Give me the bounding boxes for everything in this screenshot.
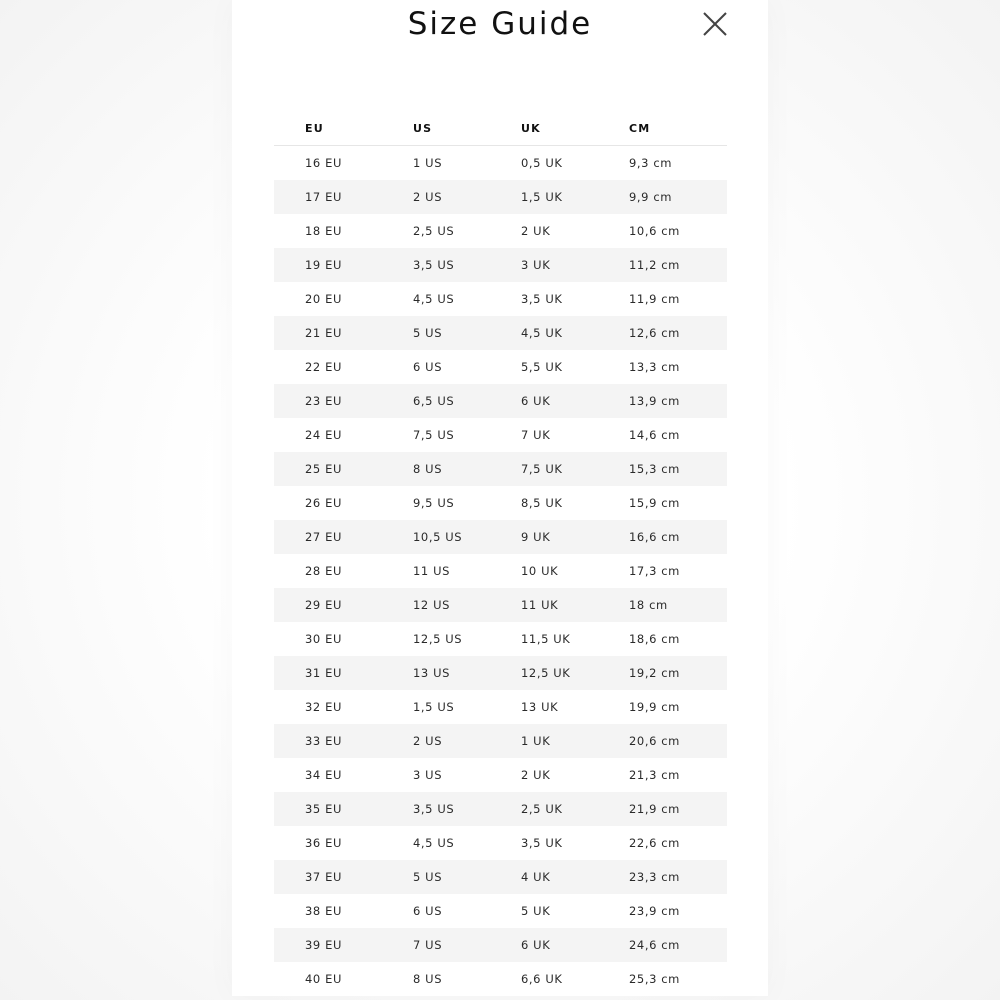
- cm-cell: 16,6 cm: [629, 530, 680, 544]
- us-cell: 4,5 US: [413, 836, 455, 850]
- eu-cell: 24 EU: [305, 428, 342, 442]
- cm-cell: 15,9 cm: [629, 496, 680, 510]
- us-cell: 5 US: [413, 870, 443, 884]
- us-cell: 13 US: [413, 666, 451, 680]
- us-cell: 2,5 US: [413, 224, 455, 238]
- eu-cell: 22 EU: [305, 360, 342, 374]
- eu-cell: 36 EU: [305, 836, 342, 850]
- cm-cell: 21,9 cm: [629, 802, 680, 816]
- table-row: [274, 214, 727, 248]
- cm-cell: 13,9 cm: [629, 394, 680, 408]
- cm-cell: 20,6 cm: [629, 734, 680, 748]
- size-table: [274, 112, 727, 996]
- uk-cell: 10 UK: [521, 564, 559, 578]
- uk-cell: 9 UK: [521, 530, 551, 544]
- us-cell: 7,5 US: [413, 428, 455, 442]
- uk-cell: 11,5 UK: [521, 632, 571, 646]
- us-cell: 11 US: [413, 564, 451, 578]
- table-body: [274, 146, 727, 996]
- column-header-eu: EU: [305, 122, 324, 135]
- table-row: [274, 758, 727, 792]
- cm-cell: 21,3 cm: [629, 768, 680, 782]
- uk-cell: 1,5 UK: [521, 190, 563, 204]
- uk-cell: 2 UK: [521, 768, 551, 782]
- table-row: [274, 418, 727, 452]
- eu-cell: 30 EU: [305, 632, 342, 646]
- uk-cell: 4 UK: [521, 870, 551, 884]
- eu-cell: 25 EU: [305, 462, 342, 476]
- cm-cell: 15,3 cm: [629, 462, 680, 476]
- uk-cell: 7 UK: [521, 428, 551, 442]
- us-cell: 7 US: [413, 938, 443, 952]
- cm-cell: 17,3 cm: [629, 564, 680, 578]
- us-cell: 2 US: [413, 734, 443, 748]
- eu-cell: 40 EU: [305, 972, 342, 986]
- uk-cell: 2,5 UK: [521, 802, 563, 816]
- table-row: [274, 554, 727, 588]
- cm-cell: 18 cm: [629, 598, 668, 612]
- eu-cell: 29 EU: [305, 598, 342, 612]
- table-row: [274, 350, 727, 384]
- table-row: [274, 486, 727, 520]
- eu-cell: 20 EU: [305, 292, 342, 306]
- eu-cell: 38 EU: [305, 904, 342, 918]
- table-row: [274, 928, 727, 962]
- column-header-cm: CM: [629, 122, 651, 135]
- uk-cell: 3,5 UK: [521, 292, 563, 306]
- uk-cell: 3 UK: [521, 258, 551, 272]
- eu-cell: 23 EU: [305, 394, 342, 408]
- cm-cell: 23,9 cm: [629, 904, 680, 918]
- cm-cell: 10,6 cm: [629, 224, 680, 238]
- table-row: [274, 282, 727, 316]
- table-row: [274, 248, 727, 282]
- cm-cell: 11,2 cm: [629, 258, 680, 272]
- table-row: [274, 826, 727, 860]
- us-cell: 6,5 US: [413, 394, 455, 408]
- us-cell: 10,5 US: [413, 530, 463, 544]
- us-cell: 3,5 US: [413, 802, 455, 816]
- cm-cell: 9,3 cm: [629, 156, 673, 170]
- us-cell: 6 US: [413, 904, 443, 918]
- table-row: [274, 520, 727, 554]
- eu-cell: 37 EU: [305, 870, 342, 884]
- cm-cell: 11,9 cm: [629, 292, 680, 306]
- uk-cell: 6 UK: [521, 938, 551, 952]
- uk-cell: 5 UK: [521, 904, 551, 918]
- eu-cell: 35 EU: [305, 802, 342, 816]
- eu-cell: 18 EU: [305, 224, 342, 238]
- eu-cell: 32 EU: [305, 700, 342, 714]
- eu-cell: 19 EU: [305, 258, 342, 272]
- uk-cell: 2 UK: [521, 224, 551, 238]
- table-row: [274, 724, 727, 758]
- us-cell: 1 US: [413, 156, 443, 170]
- eu-cell: 28 EU: [305, 564, 342, 578]
- eu-cell: 16 EU: [305, 156, 342, 170]
- uk-cell: 3,5 UK: [521, 836, 563, 850]
- cm-cell: 23,3 cm: [629, 870, 680, 884]
- table-header-row: [274, 112, 727, 146]
- uk-cell: 1 UK: [521, 734, 551, 748]
- us-cell: 8 US: [413, 462, 443, 476]
- uk-cell: 13 UK: [521, 700, 559, 714]
- cm-cell: 19,9 cm: [629, 700, 680, 714]
- uk-cell: 8,5 UK: [521, 496, 563, 510]
- table-row: [274, 384, 727, 418]
- table-row: [274, 588, 727, 622]
- eu-cell: 27 EU: [305, 530, 342, 544]
- cm-cell: 24,6 cm: [629, 938, 680, 952]
- us-cell: 3,5 US: [413, 258, 455, 272]
- eu-cell: 31 EU: [305, 666, 342, 680]
- eu-cell: 17 EU: [305, 190, 342, 204]
- eu-cell: 34 EU: [305, 768, 342, 782]
- us-cell: 6 US: [413, 360, 443, 374]
- us-cell: 12 US: [413, 598, 451, 612]
- eu-cell: 21 EU: [305, 326, 342, 340]
- cm-cell: 18,6 cm: [629, 632, 680, 646]
- table-row: [274, 860, 727, 894]
- modal-title: Size Guide: [407, 6, 593, 42]
- table-row: [274, 792, 727, 826]
- cm-cell: 19,2 cm: [629, 666, 680, 680]
- uk-cell: 11 UK: [521, 598, 559, 612]
- us-cell: 12,5 US: [413, 632, 463, 646]
- column-header-us: US: [413, 122, 433, 135]
- column-header-uk: UK: [521, 122, 541, 135]
- uk-cell: 12,5 UK: [521, 666, 571, 680]
- cm-cell: 13,3 cm: [629, 360, 680, 374]
- us-cell: 5 US: [413, 326, 443, 340]
- eu-cell: 39 EU: [305, 938, 342, 952]
- table-row: [274, 180, 727, 214]
- table-row: [274, 316, 727, 350]
- close-icon: [700, 9, 730, 39]
- size-guide-modal: [232, 0, 768, 996]
- uk-cell: 6 UK: [521, 394, 551, 408]
- eu-cell: 33 EU: [305, 734, 342, 748]
- table-row: [274, 894, 727, 928]
- uk-cell: 5,5 UK: [521, 360, 563, 374]
- eu-cell: 26 EU: [305, 496, 342, 510]
- us-cell: 4,5 US: [413, 292, 455, 306]
- table-row: [274, 146, 727, 180]
- table-row: [274, 452, 727, 486]
- close-button[interactable]: [700, 9, 730, 39]
- uk-cell: 0,5 UK: [521, 156, 563, 170]
- us-cell: 2 US: [413, 190, 443, 204]
- uk-cell: 7,5 UK: [521, 462, 563, 476]
- us-cell: 9,5 US: [413, 496, 455, 510]
- table-row: [274, 622, 727, 656]
- cm-cell: 12,6 cm: [629, 326, 680, 340]
- table-row: [274, 690, 727, 724]
- uk-cell: 4,5 UK: [521, 326, 563, 340]
- cm-cell: 14,6 cm: [629, 428, 680, 442]
- cm-cell: 25,3 cm: [629, 972, 680, 986]
- table-row: [274, 656, 727, 690]
- us-cell: 1,5 US: [413, 700, 455, 714]
- cm-cell: 9,9 cm: [629, 190, 673, 204]
- cm-cell: 22,6 cm: [629, 836, 680, 850]
- uk-cell: 6,6 UK: [521, 972, 563, 986]
- us-cell: 3 US: [413, 768, 443, 782]
- table-row: [274, 962, 727, 996]
- us-cell: 8 US: [413, 972, 443, 986]
